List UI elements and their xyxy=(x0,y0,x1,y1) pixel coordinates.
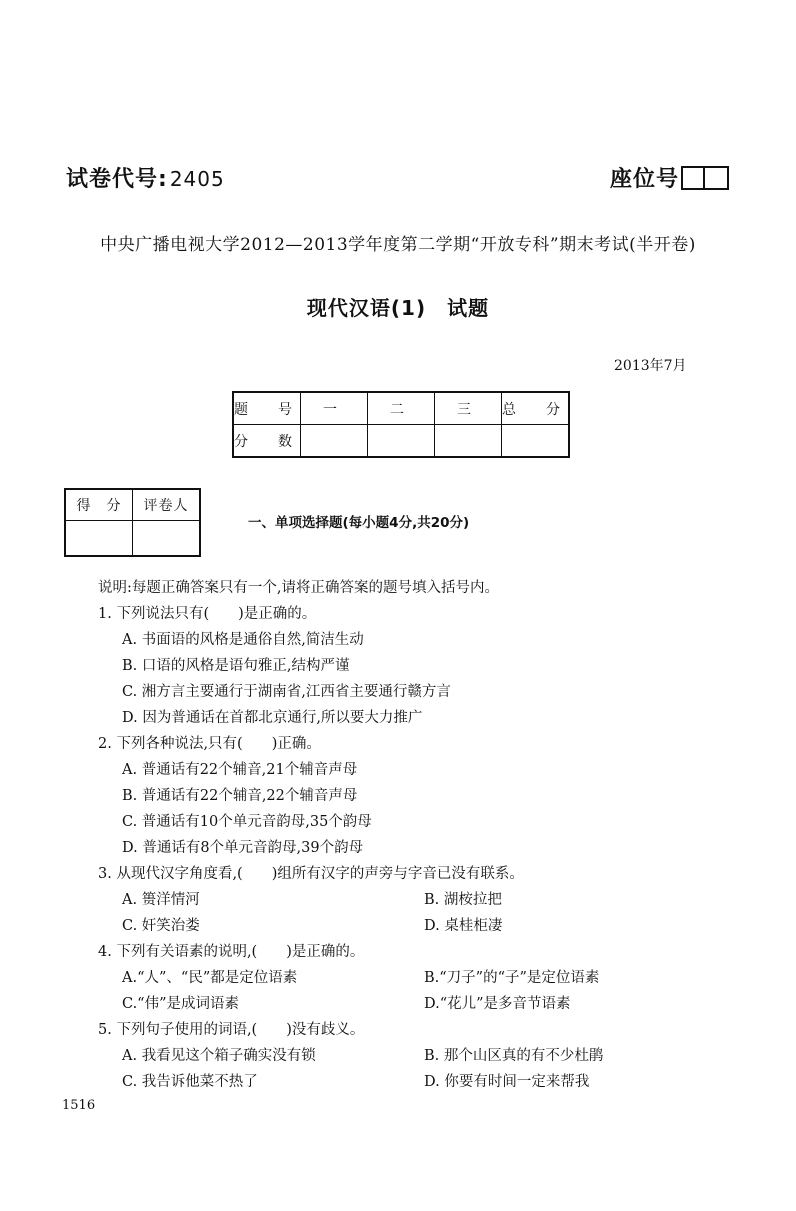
question-option: A. 书面语的风格是通俗自然,简洁生动 xyxy=(122,632,364,648)
exam-code: 试卷代号: 2405 xyxy=(66,167,225,192)
seat-box xyxy=(705,166,729,190)
exam-date: 2013年7月 xyxy=(614,358,687,374)
question-option: D. 你要有时间一定来帮我 xyxy=(424,1074,590,1090)
score-table-header-row xyxy=(233,392,569,425)
question-stem: 1. 下列说法只有( )是正确的。 xyxy=(98,606,317,622)
question-option: B. 普通话有22个辅音,22个辅音声母 xyxy=(122,788,358,804)
question-option: C. 奸笑治娄 xyxy=(122,918,200,934)
question-option: A. 篑洋情河 xyxy=(122,892,200,908)
score-table xyxy=(232,391,570,458)
question-option: B. 口语的风格是语句雅正,结构严谨 xyxy=(122,658,350,674)
question-option: C. 湘方言主要通行于湖南省,江西省主要通行赣方言 xyxy=(122,684,451,700)
score-cell xyxy=(435,425,502,458)
question-stem: 2. 下列各种说法,只有( )正确。 xyxy=(98,736,321,752)
question-option: A.“人”、“民”都是定位语素 xyxy=(122,970,298,986)
seat-box xyxy=(681,166,705,190)
score-header-cell: 二 xyxy=(368,392,435,425)
exam-code-value: 2405 xyxy=(169,167,225,191)
grader-header-cell: 得 分 xyxy=(65,489,133,521)
question-option: D. 普通话有8个单元音韵母,39个韵母 xyxy=(122,840,364,856)
question-option: D. 因为普通话在首都北京通行,所以要大力推广 xyxy=(122,710,423,726)
question-option: C. 普通话有10个单元音韵母,35个韵母 xyxy=(122,814,372,830)
page-number: 1516 xyxy=(62,1098,96,1113)
grader-cell xyxy=(133,521,201,557)
score-header-cell: 一 xyxy=(301,392,368,425)
instruction-text: 说明:每题正确答案只有一个,请将正确答案的题号填入括号内。 xyxy=(98,580,499,596)
question-stem: 5. 下列句子使用的词语,( )没有歧义。 xyxy=(98,1022,365,1038)
grader-header-cell: 评卷人 xyxy=(133,489,201,521)
grader-blank-row xyxy=(65,521,200,557)
grader-header-row xyxy=(65,489,200,521)
question-option: B. 那个山区真的有不少杜鹃 xyxy=(424,1048,604,1064)
seat-boxes xyxy=(681,166,729,190)
question-option: B. 湖桉拉把 xyxy=(424,892,502,908)
question-option: A. 我看见这个箱子确实没有锁 xyxy=(122,1048,316,1064)
exam-title: 现代汉语(1) 试题 xyxy=(306,296,490,320)
question-option: C. 我告诉他菜不热了 xyxy=(122,1074,258,1090)
exam-subtitle: 中央广播电视大学2012—2013学年度第二学期“开放专科”期末考试(半开卷) xyxy=(100,235,696,255)
score-cell xyxy=(368,425,435,458)
question-stem: 4. 下列有关语素的说明,( )是正确的。 xyxy=(98,944,365,960)
question-option: A. 普通话有22个辅音,21个辅音声母 xyxy=(122,762,358,778)
seat-number xyxy=(610,162,729,193)
score-table-score-row xyxy=(233,425,569,458)
score-header-cell: 三 xyxy=(435,392,502,425)
question-option: D.“花儿”是多音节语素 xyxy=(424,996,571,1012)
seat-label: 座位号 xyxy=(610,167,680,192)
grader-cell xyxy=(65,521,133,557)
score-header-cell: 总 分 xyxy=(502,392,570,425)
grader-table xyxy=(64,488,201,557)
score-cell xyxy=(502,425,570,458)
section-heading: 一、单项选择题(每小题4分,共20分) xyxy=(248,515,470,531)
question-option: D. 桌桂柜凄 xyxy=(424,918,503,934)
score-header-cell: 题 号 xyxy=(233,392,301,425)
question-option: B.“刀子”的“子”是定位语素 xyxy=(424,970,600,986)
exam-code-label: 试卷代号 xyxy=(66,167,159,192)
score-cell xyxy=(301,425,368,458)
question-stem: 3. 从现代汉字角度看,( )组所有汉字的声旁与字音已没有联系。 xyxy=(98,866,524,882)
question-option: C.“伟”是成词语素 xyxy=(122,996,240,1012)
score-row-label: 分 数 xyxy=(233,425,301,458)
